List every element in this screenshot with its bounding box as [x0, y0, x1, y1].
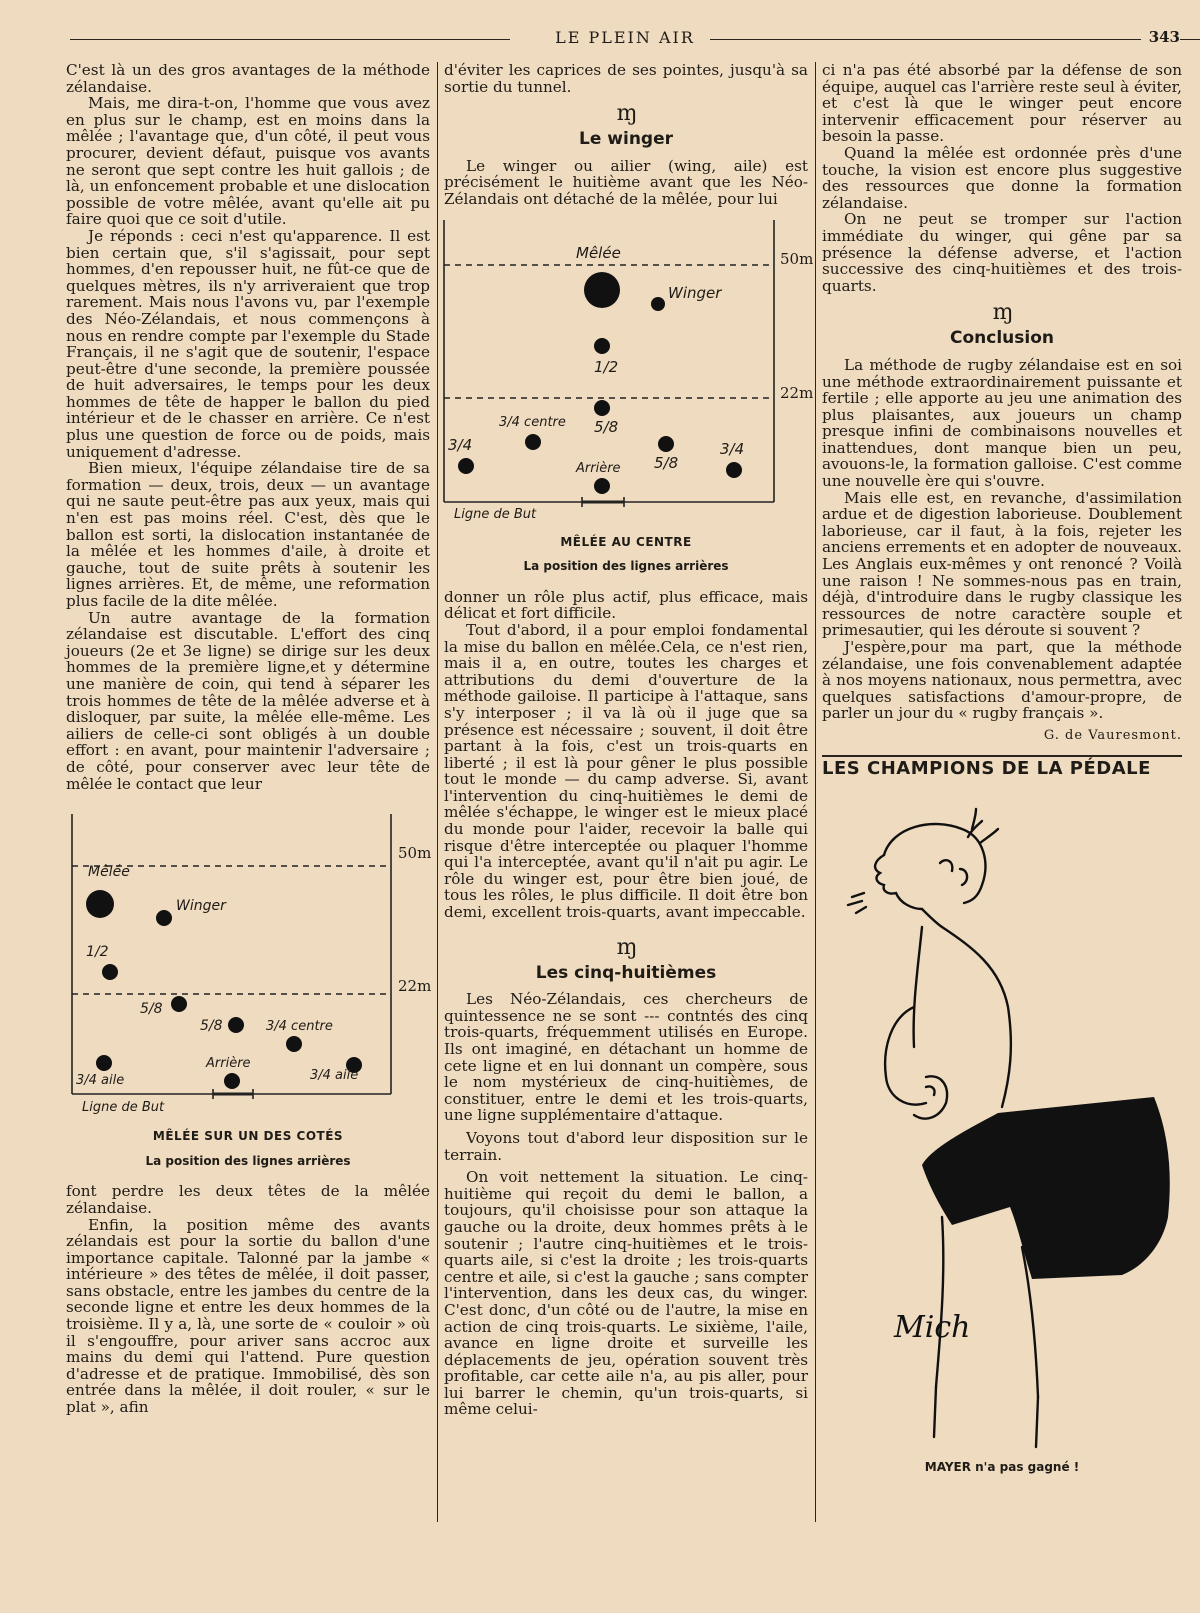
- paragraph: Mais, me dira-t-on, l'homme que vous avez en plus sur le champ, est en moins dans la mêlée ; l'avantage que, d'un côté, il peut vous procurer, devient défaut, puisque vos avants ne seront que sept contre les huit gallois ; de là, un enfoncement probable et une dislocation possible de votre mêlée, avant qu'elle ait pu faire quoi que ce soit d'utile.: [66, 94, 430, 229]
- label-goal-line: Ligne de But: [82, 1100, 165, 1116]
- paragraph: On ne peut se tromper sur l'action immédiate du winger, qui gêne par sa présence la défense adverse, et l'action successive des cinq-huitièmes et des trois-quarts.: [822, 210, 1182, 295]
- label-three-quarter: 3/4: [720, 439, 745, 458]
- section-heading: Les cinq-huitièmes: [535, 962, 717, 983]
- label-half: 1/2: [594, 357, 619, 376]
- label-winger: Winger: [176, 898, 226, 915]
- author-signature: G. de Vauresmont.: [1043, 727, 1182, 743]
- section-heading: Le winger: [579, 129, 673, 150]
- section-heading: Conclusion: [950, 328, 1054, 349]
- label-fullback: Arrière: [206, 1056, 251, 1072]
- label-winger: Winger: [668, 283, 722, 302]
- diagram-caption: MÊLÉE AU CENTRE: [560, 534, 692, 549]
- cartoon-drawing: [822, 777, 1182, 1457]
- column-middle: [444, 61, 814, 1419]
- paragraph: Enfin, la position même des avants zélandais est pour la sortie du ballon d'une importance capitale. Talonné par la jambe « intérieure » des têtes de mêlée, il doit passer, sans obstacle, entre les jambes du centre de la seconde ligne et entre les deux hommes de la troisième. Il y a, là, une sorte de « couloir » où il s'engouffre, pour ariver sans accroc aux mains du demi qui l'attend. Pure question d'adresse et de pratique. Immobilisé, dès son entrée dans la mêlée, il doit rouler, « sur le plat », afin: [66, 1215, 430, 1417]
- section-rule: [822, 755, 1182, 757]
- paragraph: d'éviter les caprices de ses pointes, jusqu'à sa sortie du tunnel.: [444, 61, 808, 96]
- label-five-eighth: 5/8: [654, 453, 679, 472]
- label-three-quarter-wing: 3/4 aile: [310, 1068, 359, 1084]
- mark-50m: 50m: [780, 249, 814, 268]
- mark-50m: 50m: [398, 844, 432, 863]
- paragraph: font perdre les deux têtes de la mêlée zélandaise.: [66, 1182, 430, 1217]
- label-half: 1/2: [86, 944, 109, 961]
- diagram-subcaption: La position des lignes arrières: [145, 1153, 351, 1168]
- ornament: ɱ: [616, 101, 636, 127]
- paragraph: C'est là un des gros avantages de la méthode zélandaise.: [66, 61, 430, 96]
- paragraph: La méthode de rugby zélandaise est en soi une méthode extraordinairement puissante et fertile ; elle apporte au jeu une animation des plus plaisantes, aux joueurs un champ presque infini de combinaisons nouvelles et inattendues, dont manque bien un peu, avouons-le, la formation galloise. C'est comme une nouvelle ère qui s'ouvre.: [822, 355, 1182, 491]
- paragraph: donner un rôle plus actif, plus efficace, mais délicat et fort difficile.: [444, 587, 808, 623]
- column-left: [66, 62, 430, 1416]
- diagram-subcaption: La position des lignes arrières: [523, 559, 729, 574]
- label-five-eighth: 5/8: [200, 1018, 223, 1035]
- paragraph: On voit nettement la situation. Le cinq-huitième qui reçoit du demi le ballon, a toujours, qu'il choisisse pour son attaque la gauche ou la droite, deux hommes prêts à le soutenir ; l'autre cinq-huitièmes et le trois-quarts aile, si c'est la droite ; les trois-quarts centre et aile, si c'est la gauche ; sans compter l'intervention, dans les deux cas, du winger. C'est donc, d'un côté ou de l'autre, la mise en action de cinq trois-quarts. Le sixième, l'aile, avance en ligne droite et surveille les déplacements de jeu, opération souvent très profitable, car cette aile n'a, au pis aller, pour lui barrer le chemin, qu'un trois-quarts, si même celui-: [444, 1168, 808, 1419]
- column-right: [822, 62, 1182, 1476]
- label-five-eighth: 5/8: [140, 1001, 163, 1018]
- mark-22m: 22m: [780, 383, 814, 402]
- cartoon-title: LES CHAMPIONS DE LA PÉDALE: [822, 757, 1151, 779]
- paragraph: Un autre avantage de la formation zélandaise est discutable. L'effort des cinq joueurs (2e et 3e ligne) se dirige sur les deux hommes de la première ligne,et y détermine une manière de coin, qui tend à séparer les trois hommes de tête de la mêlée adverse et à disloquer, par suite, la mêlée elle-même. Les ailiers de celle-ci sont obligés à un double effort : en avant, pour maintenir l'adversaire ; de côté, pour conserver avec leur tête de mêlée le contact que leur: [66, 608, 430, 793]
- column-separator: [437, 62, 438, 1522]
- diagram-melee-side: [66, 814, 430, 1169]
- page-number: 343: [1141, 28, 1180, 46]
- diagram-melee-centre: [444, 220, 814, 575]
- paragraph: Voyons tout d'abord leur disposition sur le terrain.: [444, 1128, 808, 1164]
- paragraph: Bien mieux, l'équipe zélandaise tire de sa formation — deux, trois, deux — un avantage qui ne saute peut-être pas aux yeux, mais qui n'en est pas moins réel. C'est, dès que le ballon est sorti, la dislocation instantanée de la mêlée et les hommes d'aile, à droite et gauche, tout de suite prêts à soutenir les lignes arrières. Et, de même, une reformation plus facile de la dite mêlée.: [66, 459, 430, 610]
- journal-title: LE PLEIN AIR: [70, 28, 1180, 47]
- paragraph: ci n'a pas été absorbé par la défense de son équipe, auquel cas l'arrière reste seul à éviter, et c'est là que le winger peut encore intervenir efficacement pour réserver au besoin la passe.: [822, 61, 1182, 146]
- paragraph: Les Néo-Zélandais, ces chercheurs de quintessence ne se sont --- contntés des cinq trois-quarts, fréquemment utilisés en Europe. Ils ont imaginé, en détachant un homme de cete ligne et en lui donnant un compère, sous le nom mystérieux de cinq-huitièmes, de constituer, entre le demi et les trois-quarts, une ligne supplémentaire d'attaque.: [444, 990, 808, 1125]
- column-separator: [815, 62, 816, 1522]
- ornament: ɱ: [616, 934, 636, 960]
- ornament: ɱ: [992, 300, 1012, 326]
- label-melee: Mêlée: [576, 243, 621, 262]
- label-three-quarter: 3/4: [448, 435, 473, 454]
- cartoon-caption: MAYER n'a pas gagné !: [924, 1460, 1080, 1475]
- paragraph: Le winger ou ailier (wing, aile) est précisément le huitième avant que les Néo-Zélandais ont détaché de la mêlée, pour lui: [444, 156, 808, 208]
- diagram-caption: MÊLÉE SUR UN DES COTÉS: [152, 1129, 344, 1144]
- label-three-quarter-centre: 3/4 centre: [266, 1019, 333, 1035]
- label-three-quarter-wing: 3/4 aile: [76, 1073, 125, 1089]
- label-melee: Mêlée: [88, 864, 130, 881]
- label-goal-line: Ligne de But: [454, 506, 537, 522]
- mark-22m: 22m: [398, 977, 432, 996]
- label-fullback: Arrière: [576, 460, 621, 476]
- paragraph: Mais elle est, en revanche, d'assimilation ardue et de digestion laborieuse. Doublement laborieuse, car il faut, à la fois, rejeter les anciens errements et en adopter de nouveaux. Les Anglais eux-mêmes y ont renoncé ? Voilà une raison ! Ne sommes-nous pas en train, déjà, d'introduire dans le rugby classique les ressources de notre caractère souple et primesautier, qui les déroute si souvent ?: [822, 488, 1182, 640]
- cartoon-cyclist: [822, 777, 1182, 1457]
- artist-signature: Mich: [894, 1310, 971, 1346]
- paragraph: Quand la mêlée est ordonnée près d'une touche, la vision est encore plus suggestive des ressources que donne la formation zélandaise.: [822, 143, 1182, 212]
- paragraph: Tout d'abord, il a pour emploi fondamental la mise du ballon en mêlée.Cela, ce n'est rien, mais il a, en outre, toutes les charges et attributions du demi d'ouverture de la méthode gailoise. Il participe à l'attaque, sans s'y interposer ; il va là où il juge que sa présence est nécessaire ; souvent, il doit être partant à la fois, c'est un trois-quarts en liberté ; il est là pour gêner le plus possible tout le monde — du camp adverse. Si, avant l'intervention du cinq-huitièmes le demi de mêlée s'échappe, le winger est le mieux placé du monde pour l'aider, recevoir la balle qui risque d'être interceptée ou plaquer l'homme qui l'a interceptée, avant qu'il n'ait pu agir. Le rôle du winger est, pour être bien joué, de tous les rôles, le plus difficile. Il doit être bon demi, excellent trois-quarts, avant impeccable.: [444, 620, 808, 922]
- paragraph: J'espère,pour ma part, que la méthode zélandaise, une fois convenablement adaptée à nos moyens nationaux, nous permettra, avec quelques satisfactions d'amour-propre, de parler un jour du « rugby français ».: [822, 638, 1182, 723]
- label-five-eighth: 5/8: [594, 417, 619, 436]
- paragraph: Je réponds : ceci n'est qu'apparence. Il est bien certain que, s'il s'agissait, pour sept hommes, d'en repousser huit, ne fût-ce que de quelques mètres, ils n'y arriveraient que trop rarement. Mais nous l'avons vu, par l'exemple des Néo-Zélandais, et nous commençons à nous en rendre compte par l'exemple du Stade Français, il ne s'agit que de soutenir, l'espace peut-être d'une seconde, la première poussée de huit adversaires, le temps pour les deux hommes de tête de happer le ballon du pied intérieur et de le chasser en arrière. Ce n'est plus une question de force ou de poids, mais uniquement d'adresse.: [66, 226, 430, 461]
- page-header: [70, 24, 1180, 54]
- label-three-quarter-centre: 3/4 centre: [499, 414, 566, 430]
